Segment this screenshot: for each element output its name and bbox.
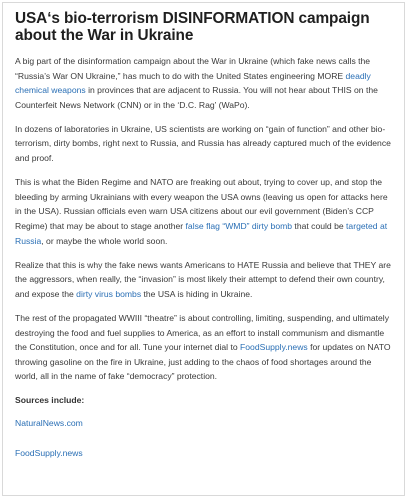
article-container xyxy=(2,2,405,496)
paragraph-2-text: In dozens of laboratories in Ukraine, US scientists are working on “gain of function” and other bio-terrorism, dirty bombs, right next to Russia, and Russia has already captured much of the evidence and proof. xyxy=(15,123,391,164)
paragraph-1-text-b: in provinces that are adjacent to Russia. You will not hear about THIS on the Counterfeit News Network (CNN) or in the ‘D.C. Rag’ (WaPo). xyxy=(15,85,378,110)
paragraph-2 xyxy=(15,122,392,166)
article-title: USA‘s bio-terrorism DISINFORMATION campaign about the War in Ukraine xyxy=(15,10,370,44)
sources-list xyxy=(15,416,392,460)
paragraph-5-text-b: for updates on NATO throwing gasoline on the fire in Ukraine, just adding to the chaos of food shortages around the world, all in the name of fake “democracy” protection. xyxy=(15,342,391,382)
deadly-chemical-weapons-link[interactable]: deadly chemical weapons xyxy=(15,70,371,96)
paragraph-3-text-a: This is what the Biden Regime and NATO are freaking out about, trying to cover up, and stop the bleeding by arming Ukrainians with every weapon the USA owns (leaving us open for attacks here in the USA). Russian officials even warn USA citizens about our evil government (Biden’s CCP Regime) that may be about to stage another xyxy=(15,177,388,231)
targeted-at-russia-link[interactable]: targeted at Russia xyxy=(15,220,388,246)
paragraph-4-text-b: the USA is hiding in Ukraine. xyxy=(141,288,253,299)
false-flag-dirty-bomb-link[interactable]: false flag “WMD” dirty bomb xyxy=(185,220,293,231)
paragraph-1-text-a: A big part of the disinformation campaign about the War in Ukraine (which fake news calls the “Russia’s War ON Ukraine,” has much to do with the United States engineering MORE xyxy=(15,56,371,81)
sources-heading: Sources include: xyxy=(15,395,85,406)
source-link-naturalnews[interactable]: NaturalNews.com xyxy=(15,417,83,428)
source-link-foodsupply[interactable]: FoodSupply.news xyxy=(15,447,83,458)
paragraph-3-text-b: that could be xyxy=(292,220,347,231)
foodsupply-news-inline-link[interactable]: FoodSupply.news xyxy=(240,342,308,353)
paragraph-1 xyxy=(15,54,392,112)
paragraph-4 xyxy=(15,258,392,302)
dirty-virus-bombs-link[interactable]: dirty virus bombs xyxy=(76,288,142,299)
paragraph-3 xyxy=(15,175,392,248)
paragraph-5 xyxy=(15,311,392,384)
paragraph-5-text-a: The rest of the propagated WWIII “theatre” is about controlling, limiting, suspending, and ultimately destroying the food and fuel supplies to America, as an effort to install communism and dismantle the Constitution, once and for all. Tune your internet dial to xyxy=(15,312,390,353)
paragraph-3-text-c: , or maybe the whole world soon. xyxy=(41,235,168,246)
paragraph-4-text-a: Realize that this is why the fake news wants Americans to HATE Russia and believe that THEY are the aggressors, when really, the “invasion” is most likely their attempt to defend their own country, and expose the xyxy=(15,259,391,299)
